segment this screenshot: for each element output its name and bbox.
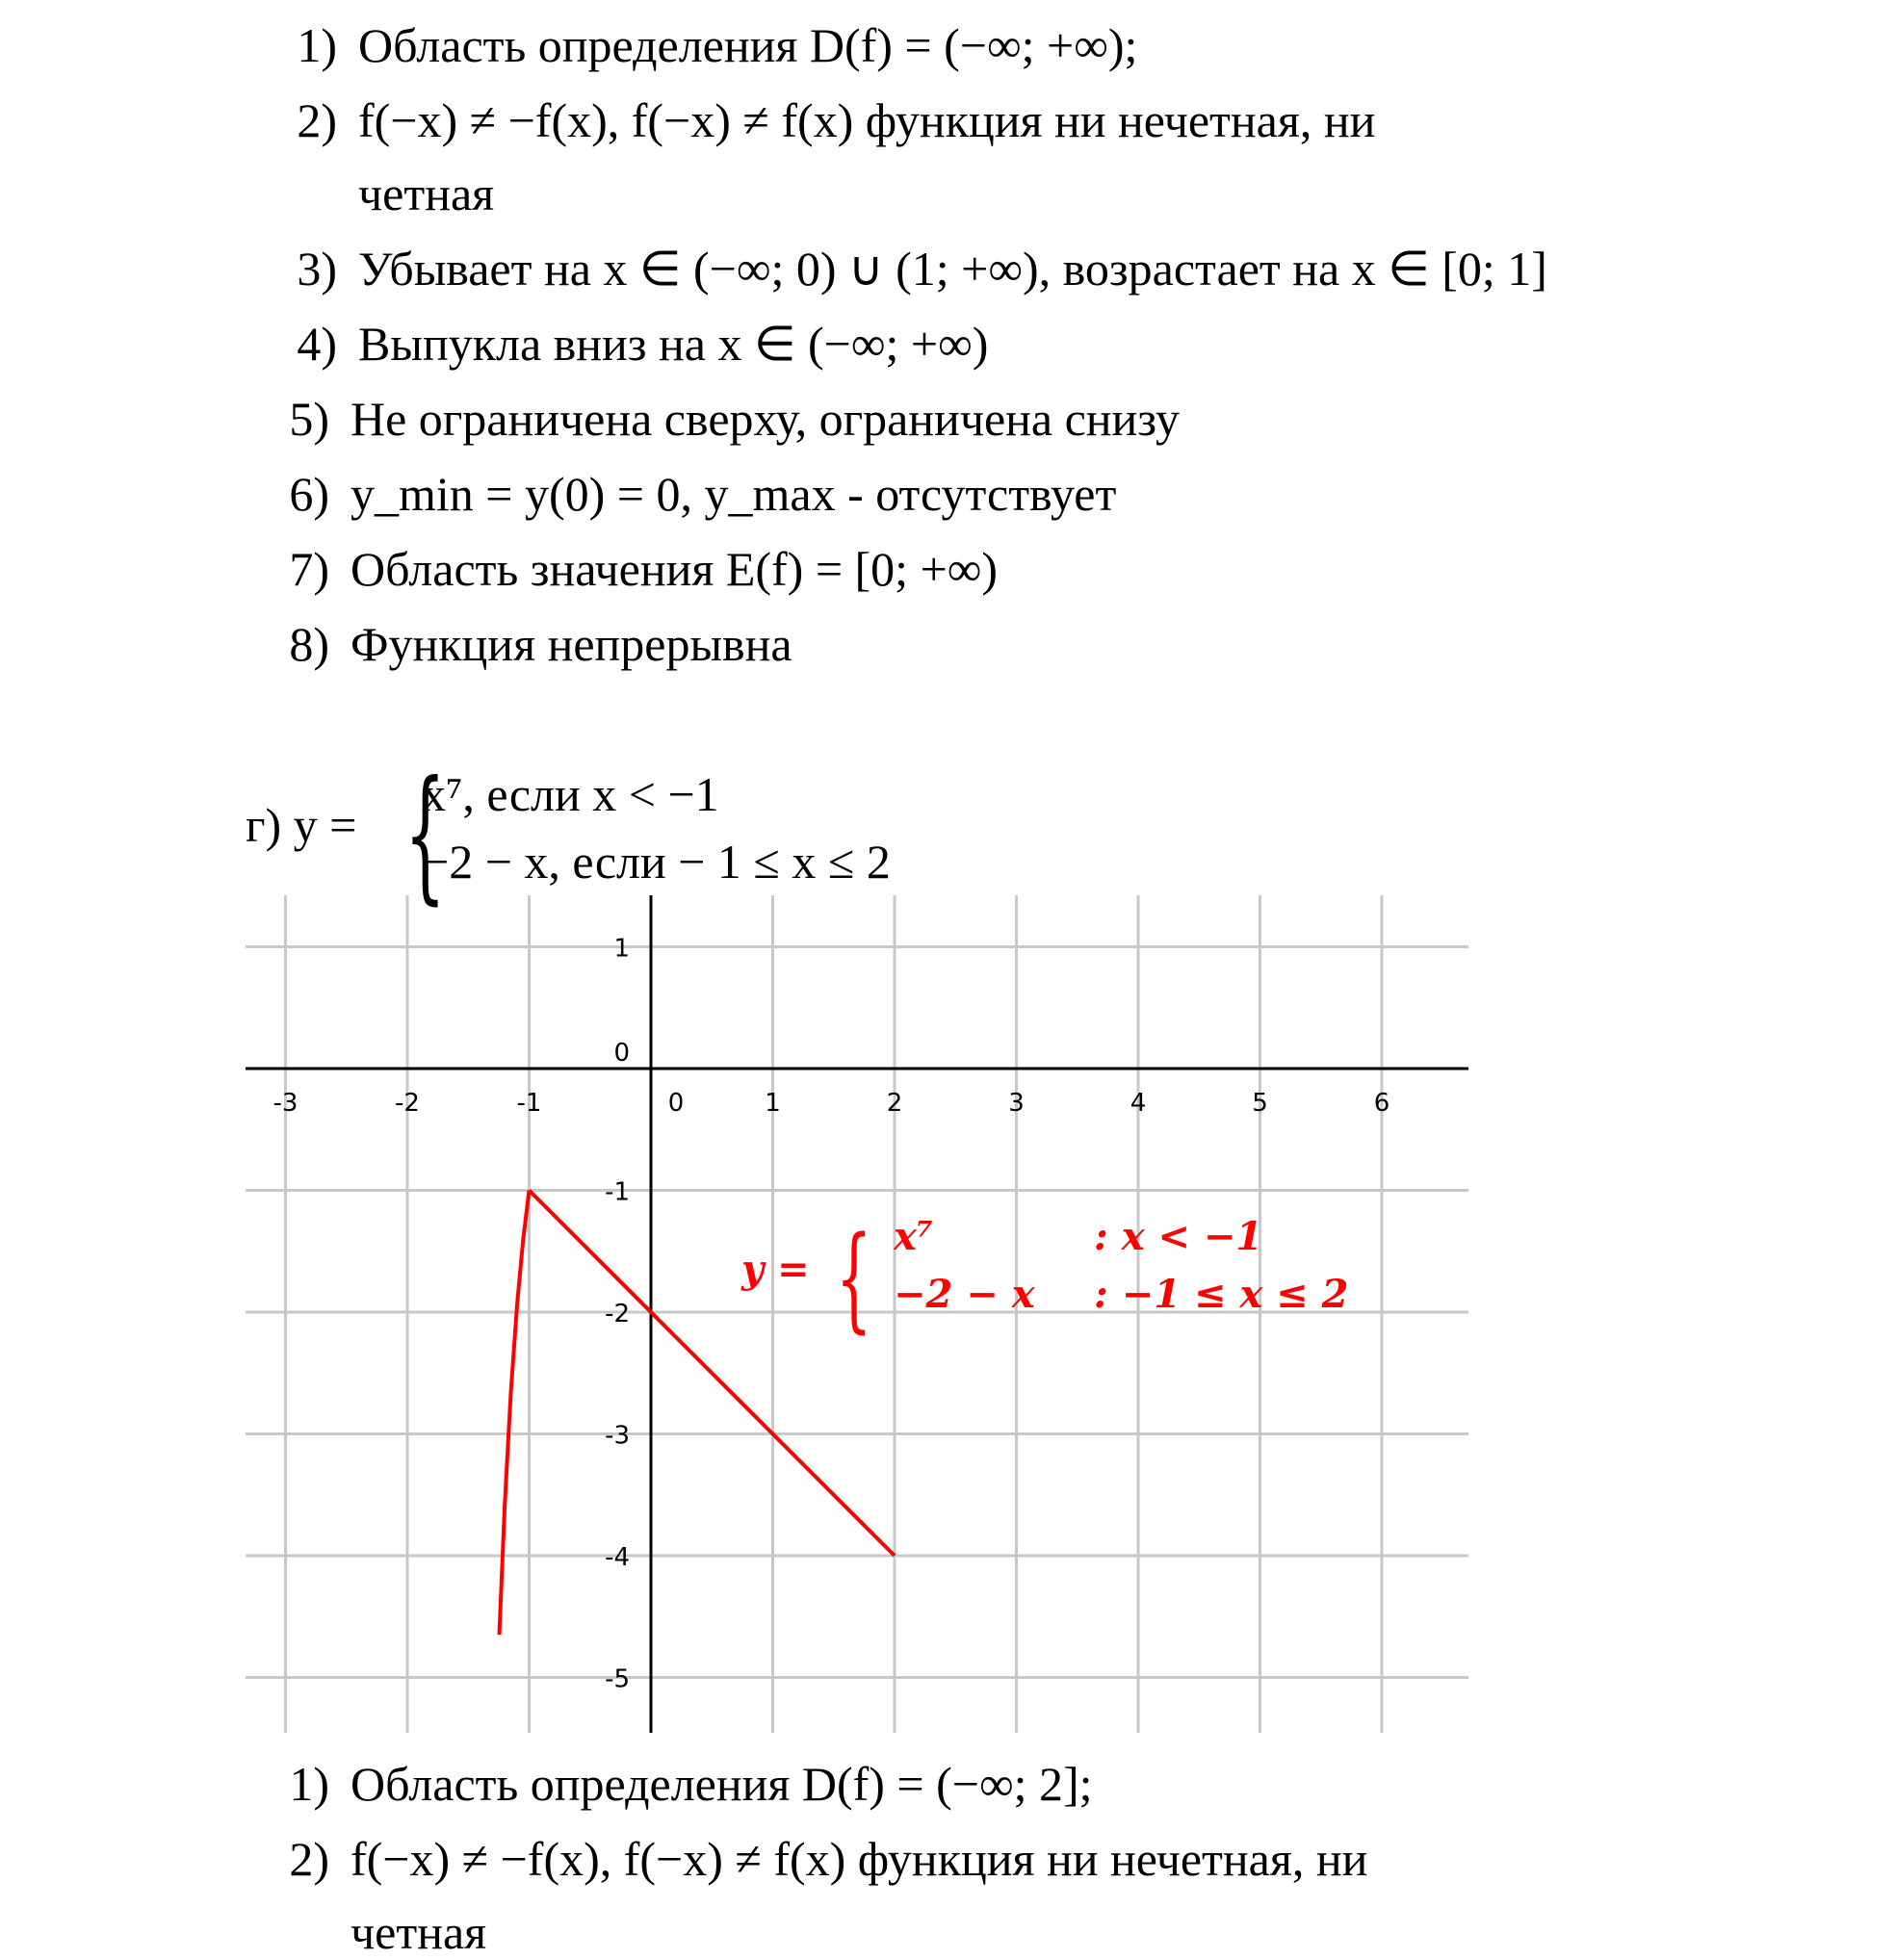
x-tick-label: -2 — [395, 1089, 420, 1118]
list1-item-2-cont: четная — [358, 167, 495, 220]
list1-item-2: 2) f(−x) ≠ −f(x), f(−x) ≠ f(x) функция ни нечетная, ни — [297, 93, 1376, 147]
annotation-row1-expr: x⁷ — [894, 1214, 934, 1259]
annotation-row1-cond: : x < −1 — [1094, 1214, 1263, 1259]
y-tick-label: -2 — [605, 1300, 630, 1328]
list1-item-4: 4) Выпукла вниз на x ∈ (−∞; +∞) — [297, 317, 989, 371]
annotation-brace-icon: { — [836, 1210, 872, 1344]
x-tick-label: 2 — [886, 1089, 903, 1118]
list1-item-3: 3) Убывает на x ∈ (−∞; 0) ∪ (1; +∞), возрастает на x ∈ [0; 1] — [297, 242, 1547, 296]
problem-case-2: −2 − x, если − 1 ≤ x ≤ 2 — [422, 835, 891, 889]
list1-item-7: 7) Область значения E(f) = [0; +∞) — [289, 542, 999, 596]
y-tick-label: 1 — [613, 934, 630, 964]
list2-item-2-cont: четная — [351, 1905, 487, 1959]
x-tick-label: 1 — [765, 1089, 781, 1118]
y-tick-label: 0 — [613, 1039, 630, 1068]
y-tick-label: -3 — [605, 1421, 630, 1451]
problem-label: г) y = — [246, 798, 357, 852]
x-tick-label: 4 — [1130, 1089, 1147, 1118]
x-tick-label: -1 — [516, 1089, 542, 1118]
list1-item-8: 8) Функция непрерывна — [289, 617, 792, 671]
annotation-row2-cond: : −1 ≤ x ≤ 2 — [1094, 1272, 1349, 1317]
list1-item-1: 1) Область определения D(f) = (−∞; +∞); — [297, 18, 1138, 72]
x-tick-label: -3 — [273, 1089, 299, 1118]
x-tick-label: 0 — [667, 1089, 685, 1118]
y-tick-label: -5 — [605, 1664, 630, 1694]
y-tick-label: -1 — [605, 1177, 630, 1207]
x-tick-label: 6 — [1373, 1089, 1390, 1118]
x-tick-label: 5 — [1252, 1089, 1268, 1118]
x-tick-labels — [273, 1089, 1390, 1118]
annotation-row2-expr: −2 − x — [894, 1272, 1035, 1317]
list2-item-1: 1) Область определения D(f) = (−∞; 2]; — [289, 1757, 1093, 1811]
list1-item-5: 5) Не ограничена сверху, ограничена снизу — [289, 392, 1181, 446]
function-curves — [500, 1191, 896, 1636]
graph-annotation — [740, 1211, 1348, 1344]
x-tick-label: 3 — [1008, 1089, 1025, 1118]
list2-item-2: 2) f(−x) ≠ −f(x), f(−x) ≠ f(x) функция ни нечетная, ни — [289, 1832, 1368, 1886]
function-curve-1 — [500, 1191, 530, 1636]
problem-case-1: x⁷, если x < −1 — [422, 767, 719, 821]
list1-item-6: 6) y_min = y(0) = 0, y_max - отсутствует — [289, 467, 1117, 521]
y-tick-labels — [605, 935, 630, 1694]
y-tick-label: -4 — [605, 1543, 630, 1572]
annotation-lhs: y = — [741, 1247, 810, 1292]
left-brace-icon: { — [404, 751, 446, 918]
